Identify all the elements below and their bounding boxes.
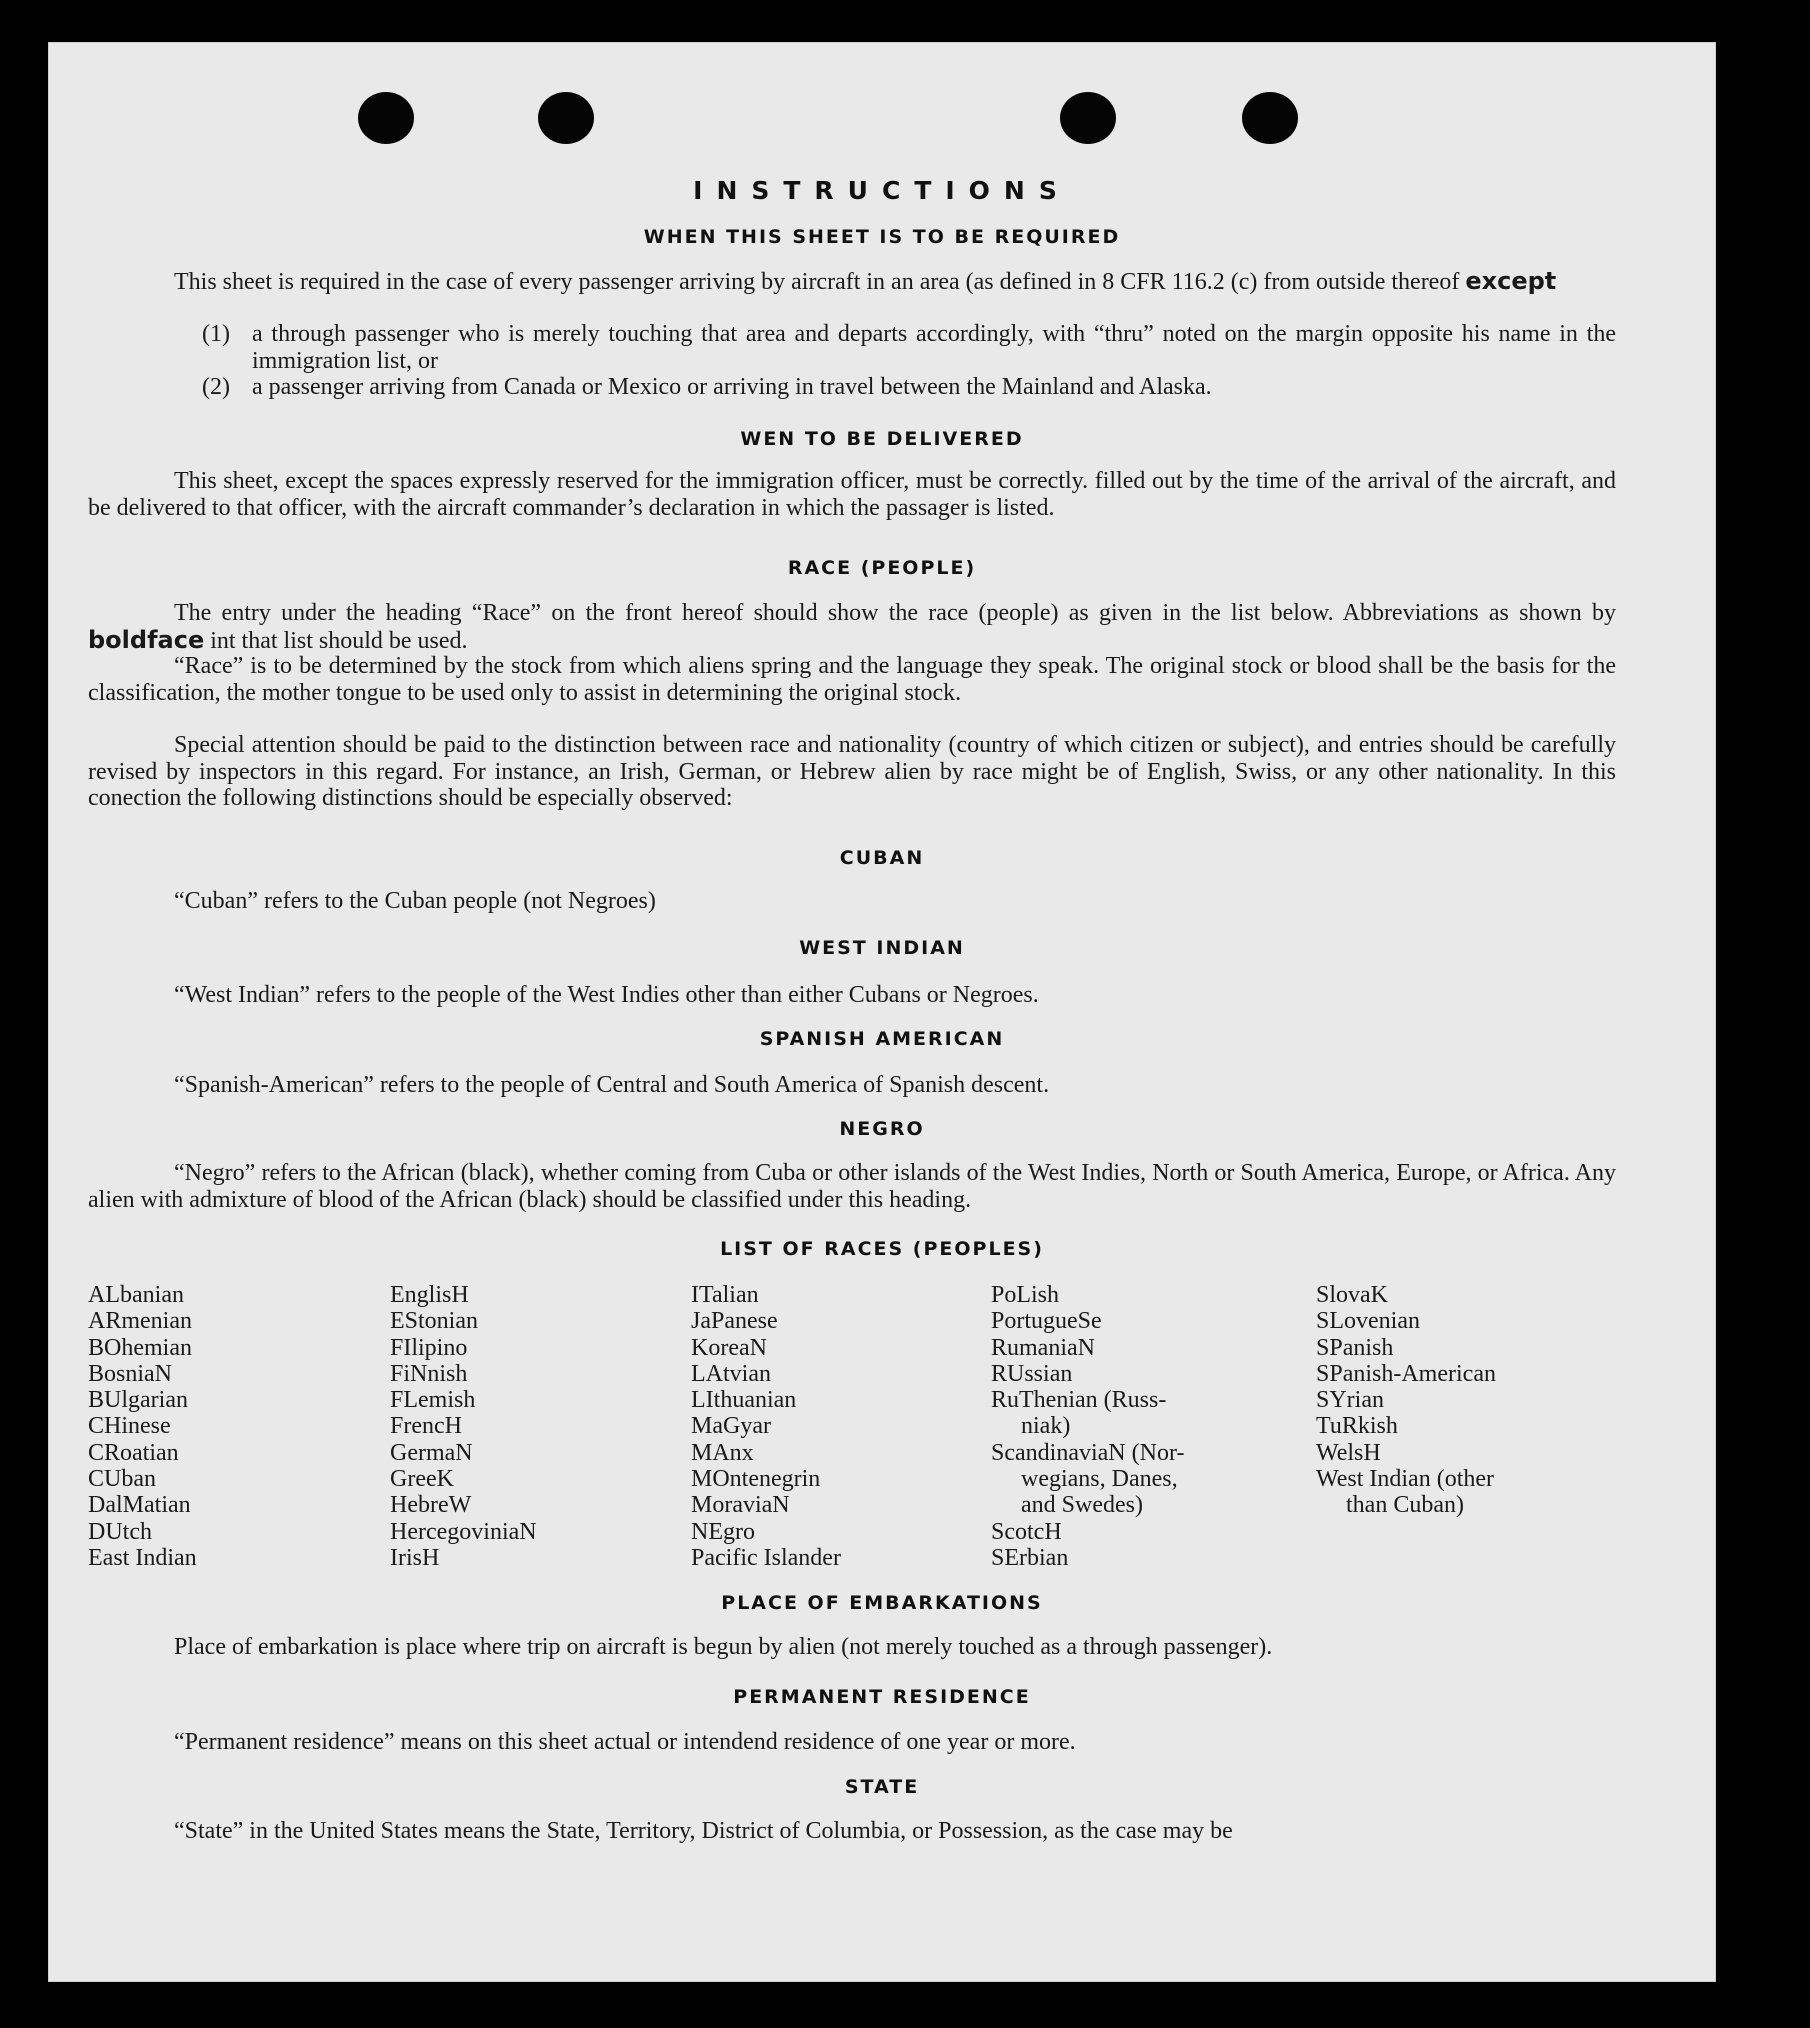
race-name: SErbian xyxy=(991,1544,1069,1571)
race-name: CRoatian xyxy=(88,1439,179,1466)
heading-permanent-residence: PERMANENT RESIDENCE xyxy=(733,1686,1031,1708)
race-name: EStonian xyxy=(390,1308,478,1335)
race-name: wegians, Danes, xyxy=(1021,1466,1178,1493)
race-name: KoreaN xyxy=(691,1334,767,1361)
race-name: CUban xyxy=(88,1466,156,1493)
heading-race: RACE (PEOPLE) xyxy=(787,557,977,579)
paragraph-race-2: “Race” is to be determined by the stock from which aliens spring and the language they speak. The original stock or blood shall be the basis for the classification, the mother tongue to be used only to assist in determining the original stock. xyxy=(88,653,1616,706)
race-name: LIthuanian xyxy=(691,1387,797,1414)
race-name: GreeK xyxy=(390,1466,454,1493)
race-name: HercegoviniaN xyxy=(390,1518,537,1545)
paragraph-permanent-residence: “Permanent residence” means on this sheet actual or intendend residence of one year or more. xyxy=(174,1729,1076,1755)
page-title: INSTRUCTIONS xyxy=(693,176,1071,205)
paragraph-race-1: The entry under the heading “Race” on the front hereof should show the race (people) as given in the list below. Abbreviations as shown by boldface int that list should be used. xyxy=(88,600,1616,654)
race-name: TuRkish xyxy=(1316,1413,1398,1440)
race-name: DalMatian xyxy=(88,1492,191,1519)
race-name: RUssian xyxy=(991,1360,1073,1387)
race-name: CHinese xyxy=(88,1413,171,1440)
race-name: MaGyar xyxy=(691,1413,771,1440)
heading-west-indian: WEST INDIAN xyxy=(799,937,965,959)
paragraph-embarkation: Place of embarkation is place where trip on aircraft is begun by alien (not merely touched as a through passenger). xyxy=(174,1634,1273,1660)
race-name: SlovaK xyxy=(1316,1282,1388,1308)
races-column-3 xyxy=(691,1282,841,1571)
race-name: EnglisH xyxy=(390,1282,469,1308)
paragraph-when-delivered: This sheet, except the spaces expressly reserved for the immigration officer, must be correctly. filled out by the time of the arrival of the aircraft, and be delivered to that officer, with the aircraft commander’s declaration in which the passager is listed. xyxy=(88,468,1616,521)
race-name: NEgro xyxy=(691,1518,755,1545)
race-name: ARmenian xyxy=(88,1308,192,1335)
paragraph-spanish-american: “Spanish-American” refers to the people of Central and South America of Spanish descent. xyxy=(174,1072,1050,1098)
race-name: FiNnish xyxy=(390,1360,468,1387)
race-name: West Indian (other xyxy=(1316,1466,1495,1493)
races-column-2 xyxy=(390,1282,537,1571)
race-name: PoLish xyxy=(991,1282,1060,1308)
heading-state: STATE xyxy=(844,1776,920,1798)
paragraph-state: “State” in the United States means the State, Territory, District of Columbia, or Possession, as the case may be xyxy=(174,1818,1233,1844)
paragraph-race-3: Special attention should be paid to the distinction between race and nationality (country of which citizen or subject), and entries should be carefully revised by inspectors in this regard. For instance, an Irish, German, or Hebrew alien by race might be of English, Swiss, or any other nationality. In this conection the following distinctions should be especially observed: xyxy=(88,732,1616,811)
races-column-1 xyxy=(88,1282,197,1571)
list-item: (1) a through passenger who is merely touching that area and departs accordingly, with “thru” noted on the margin opposite his name in the immigration list, or xyxy=(202,321,1616,374)
race-name: DUtch xyxy=(88,1518,152,1545)
race-name: GermaN xyxy=(390,1439,473,1466)
punch-hole xyxy=(1060,92,1116,144)
race-name: HebreW xyxy=(390,1492,472,1519)
race-name: IrisH xyxy=(390,1544,440,1571)
race-name: ScandinaviaN (Nor- xyxy=(991,1439,1185,1466)
paragraph-negro: “Negro” refers to the African (black), whether coming from Cuba or other islands of the West Indies, North or South America, Europe, or Africa. Any alien with admixture of blood of the African (black) should be classified under this heading. xyxy=(88,1160,1616,1213)
heading-cuban: CUBAN xyxy=(839,847,925,869)
race-name: ScotcH xyxy=(991,1518,1062,1545)
race-name: PortugueSe xyxy=(991,1308,1102,1335)
race-name: BosniaN xyxy=(88,1360,172,1387)
races-column-5 xyxy=(1316,1282,1496,1519)
list-item: (2) a passenger arriving from Canada or Mexico or arriving in travel between the Mainland and Alaska. xyxy=(202,374,1212,400)
heading-spanish-american: SPANISH AMERICAN xyxy=(759,1028,1005,1050)
race-name: FLemish xyxy=(390,1387,476,1414)
race-name: BUlgarian xyxy=(88,1387,188,1414)
document-sheet xyxy=(48,42,1716,1982)
race-name: LAtvian xyxy=(691,1360,771,1387)
paragraph-west-indian: “West Indian” refers to the people of the West Indies other than either Cubans or Negroes. xyxy=(174,982,1039,1008)
race-name: FrencH xyxy=(390,1413,462,1440)
race-name: RumaniaN xyxy=(991,1334,1095,1361)
race-name: and Swedes) xyxy=(1021,1492,1143,1519)
race-name: Pacific Islander xyxy=(691,1544,841,1571)
race-name: than Cuban) xyxy=(1346,1492,1464,1519)
race-name: SPanish xyxy=(1316,1334,1394,1361)
paragraph-when-required: This sheet is required in the case of every passenger arriving by aircraft in an area (as defined in 8 CFR 116.2 (c) from outside thereof except xyxy=(174,267,1557,295)
race-name: MOntenegrin xyxy=(691,1466,821,1493)
race-name: WelsH xyxy=(1316,1439,1381,1466)
paragraph-cuban: “Cuban” refers to the Cuban people (not Negroes) xyxy=(174,888,656,914)
punch-hole xyxy=(538,92,594,144)
race-name: ALbanian xyxy=(88,1282,184,1308)
race-name: MoraviaN xyxy=(691,1492,790,1519)
race-name: East Indian xyxy=(88,1544,197,1571)
heading-embarkation: PLACE OF EMBARKATIONS xyxy=(721,1592,1043,1614)
punch-hole xyxy=(358,92,414,144)
race-name: BOhemian xyxy=(88,1334,192,1361)
race-name: SLovenian xyxy=(1316,1308,1420,1335)
race-name: niak) xyxy=(1021,1413,1071,1440)
race-name: FIlipino xyxy=(390,1334,468,1361)
race-name: ITalian xyxy=(691,1282,759,1308)
race-name: SPanish-American xyxy=(1316,1360,1496,1387)
punch-hole xyxy=(1242,92,1298,144)
race-name: SYrian xyxy=(1316,1387,1384,1414)
heading-when-required: WHEN THIS SHEET IS TO BE REQUIRED xyxy=(643,226,1121,248)
race-name: RuThenian (Russ- xyxy=(991,1387,1167,1414)
race-name: MAnx xyxy=(691,1439,754,1466)
heading-list-of-races: LIST OF RACES (PEOPLES) xyxy=(720,1238,1044,1260)
heading-negro: NEGRO xyxy=(839,1118,925,1140)
races-column-4 xyxy=(991,1282,1184,1571)
heading-when-delivered: WEN TO BE DELIVERED xyxy=(740,428,1024,450)
race-name: JaPanese xyxy=(691,1308,778,1335)
